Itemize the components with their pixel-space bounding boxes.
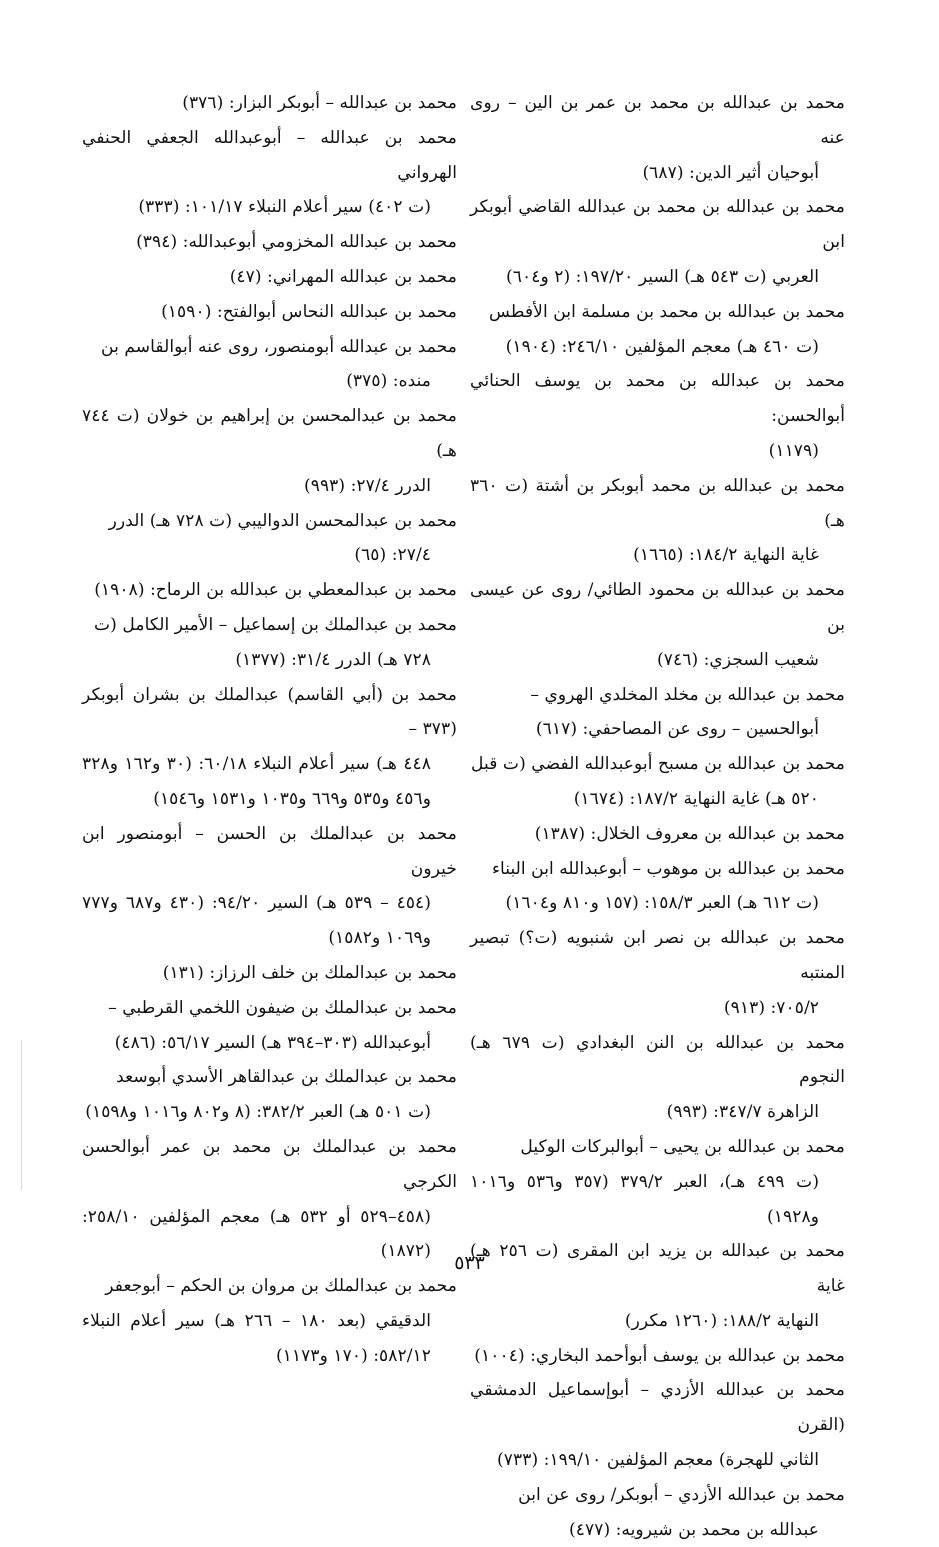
entry-continuation: (٤٥٨–٥٢٩ أو ٥٣٢ هـ) معجم المؤلفين ٢٥٨/١٠: (١٨٧٢) [82,1206,431,1262]
index-entry [82,225,457,260]
entry-continuation: (١١٧٩) [768,440,819,461]
index-entry [470,469,845,573]
index-entry [470,190,845,294]
index-entry [470,1130,845,1234]
entry-heading: محمد بن عبدالملك بن ضيفون اللخمي القرطبي – [108,997,457,1018]
entry-continuation: منده: (٣٧٥) [346,371,431,392]
entry-heading: محمد بن عبدالله أبومنصور، روى عنه أبوالقاسم بن [100,336,457,357]
index-entry [82,121,457,225]
entry-continuation: الدرر ٢٧/٤: (٩٩٣) [304,475,431,496]
left-column [82,86,457,1373]
index-entry [470,1373,845,1477]
entry-heading: محمد بن عبدالله بن موهوب – أبوعبدالله ابن البناء [491,858,845,879]
entry-continuation: ٧٢٨ هـ) الدرر ٣١/٤: (١٣٧٧) [235,649,431,670]
index-entry [470,364,845,468]
entry-heading: محمد بن عبدالملك بن محمد بن عمر أبوالحسن الكرجي [82,1136,457,1192]
index-entry [470,573,845,677]
entry-continuation: عبدالله بن محمد بن شيرويه: (٤٧٧) [569,1519,819,1540]
entry-heading: محمد بن عبدالمعطي بن عبدالله بن الرماح: (١٩٠٨) [94,580,457,601]
index-entry [82,817,457,956]
entry-heading: محمد بن عبدالملك بن مروان بن الحكم – أبوجعفر [105,1276,457,1297]
entry-heading: محمد بن عبدالله بن مسبح أبوعبدالله الفضي (ت قبل [471,754,845,775]
index-entry [470,1478,845,1547]
entry-heading: محمد بن عبدالله بن محمد بن عبدالله القاضي أبوبكر ابن [470,197,845,253]
index-entry [470,817,845,852]
entry-heading: محمد بن عبدالله بن النن البغدادي (ت ٦٧٩ هـ) النجوم [470,1032,845,1088]
index-entry [470,86,845,190]
index-entry [470,1339,845,1374]
entry-continuation: (ت ٥٠١ هـ) العبر ٣٨٢/٢: (٨ و٨٠٢ و١٠١٦ و١٥٩٨) [85,1102,431,1123]
index-entry [470,852,845,922]
entry-heading: محمد بن عبدالله بن محمد بن عمر بن الين – روى عنه [470,93,845,148]
entry-continuation: أبوالحسين – روى عن المصاحفي: (٦١٧) [535,719,819,740]
entry-continuation: (٤٥٤ – ٥٣٩ هـ) السير ٩٤/٢٠: (٤٣٠ و٦٨٧ و٧٧٧ و١٠٦٩ و١٥٨٢) [82,893,432,949]
index-entry [82,1130,457,1269]
entry-heading: محمد بن عبدالله بن يحيى – أبوالبركات الوكيل [520,1136,845,1157]
index-entry [470,747,845,817]
entry-heading: محمد بن عبدالله بن محمود الطائي/ روى عن عيسى بن [470,580,845,635]
entry-continuation: الزاهرة ٣٤٧/٧: (٩٩٣) [666,1102,819,1123]
entry-heading: محمد بن عبدالمحسن بن إبراهيم بن خولان (ت ٧٤٤ هـ) [82,406,457,461]
entry-heading: محمد بن عبدالله الأزدي – أبوبكر/ روى عن ابن [518,1484,845,1505]
index-entry [82,678,457,817]
entry-heading: محمد بن عبدالمحسن الدواليبي (ت ٧٢٨ هـ) الدرر [108,510,457,531]
entry-heading: محمد بن عبدالله بن مخلد المخلدي الهروي – [530,684,845,705]
entry-heading: محمد بن عبدالله الأزدي – أبوإسماعيل الدمشقي (القرن [470,1380,845,1436]
entry-heading: محمد بن عبدالملك بن الحسن – أبومنصور ابن خيرون [82,823,457,879]
entry-heading: محمد بن عبدالله بن محمد أبوبكر بن أشتة (ت ٣٦٠ هـ) [470,475,845,531]
entry-continuation: الثاني للهجرة) معجم المؤلفين ١٩٩/١٠: (٧٣٣) [497,1450,819,1471]
index-entry [82,991,457,1061]
index-entry [82,86,457,121]
entry-continuation: ٢٧/٤: (٦٥) [354,545,431,566]
scan-edge-mark [21,1040,22,1190]
index-entry [470,1234,845,1338]
entry-continuation: ٥٢٠ هـ) غاية النهاية ١٨٧/٢: (١٦٧٤) [573,788,819,809]
entry-heading: محمد بن عبدالله النحاس أبوالفتح: (١٥٩٠) [161,301,457,322]
index-entry [82,399,457,503]
entry-heading: محمد بن عبدالملك بن إسماعيل – الأمير الكامل (ت [94,614,457,635]
entry-continuation: أبوعبدالله (٣٠٣–٣٩٤ هـ) السير ٥٦/١٧: (٤٨٦) [114,1032,431,1053]
entry-continuation: النهاية ١٨٨/٢: (١٢٦٠ مكرر) [624,1310,819,1331]
entry-continuation: غاية النهاية ١٨٤/٢: (١٦٦٥) [633,545,819,566]
entry-heading: محمد بن عبدالله – أبوعبدالله الجعفي الحنفي الهرواني [82,127,457,183]
entry-heading: محمد بن عبدالله المخزومي أبوعبدالله: (٣٩٤) [136,232,457,253]
index-entry [82,260,457,295]
entry-heading: محمد بن عبدالله بن محمد بن مسلمة ابن الأفطس [488,301,845,322]
entry-continuation: العربي (ت ٥٤٣ هـ) السير ١٩٧/٢٠: (٢ و٦٠٤) [506,266,819,287]
entry-continuation: شعيب السجزي: (٧٤٦) [657,649,819,670]
right-column [470,86,845,1547]
index-entry [82,295,457,330]
index-entry [82,608,457,678]
index-entry [82,504,457,574]
entry-continuation: الدقيقي (بعد ١٨٠ – ٢٦٦ هـ) سير أعلام النبلاء ٥٨٢/١٢: (١٧٠ و١١٧٣) [82,1310,431,1366]
entry-heading: محمد بن عبدالله بن يوسف أبوأحمد البخاري: (١٠٠٤) [474,1345,845,1366]
entry-heading: محمد بن عبدالله المهراني: (٤٧) [229,266,457,287]
entry-heading: محمد بن عبدالله بن معروف الخلال: (١٣٨٧) [534,823,845,844]
entry-continuation: (ت ٤٠٢) سير أعلام النبلاء ١٠١/١٧: (٣٣٣) [138,197,431,218]
page-number: ٥٣٣ [454,1252,485,1274]
index-entry [82,330,457,400]
entry-continuation: (ت ٦١٢ هـ) العبر ١٥٨/٣: (١٥٧ و٨١٠ و١٦٠٤) [505,893,819,914]
index-entry [82,956,457,991]
index-entry [82,573,457,608]
entry-heading: محمد بن عبدالملك بن خلف الرزاز: (١٣١) [162,962,457,983]
entry-continuation: (ت ٤٦٠ هـ) معجم المؤلفين ٢٤٦/١٠: (١٩٠٤) [505,336,819,357]
entry-heading: محمد بن عبدالله بن يزيد ابن المقرى (ت ٢٥٦ هـ) غاية [470,1241,845,1297]
entry-heading: محمد بن عبدالله بن نصر ابن شنبويه (ت؟) تبصير المنتبه [470,928,845,983]
index-entry [470,678,845,748]
index-entry [470,1026,845,1130]
index-entry [82,1269,457,1373]
entry-continuation: أبوحيان أثير الدين: (٦٨٧) [642,162,819,183]
entry-heading: محمد بن (أبي القاسم) عبدالملك بن بشران أبوبكر (٣٧٣ – [82,684,457,740]
index-entry [82,1060,457,1130]
entry-heading: محمد بن عبدالملك بن عبدالقاهر الأسدي أبوسعد [116,1067,457,1088]
entry-continuation: ٤٤٨ هـ) سير أعلام النبلاء ٦٠/١٨: (٣٠ و١٦٢ و٣٢٨ و٤٥٦ و٥٣٥ و٦٦٩ و١٠٣٥ و١٥٣١ و١٥٤٦) [82,754,432,809]
entry-continuation: ٧٠٥/٢: (٩١٣) [723,997,819,1018]
entry-heading: محمد بن عبدالله بن محمد بن يوسف الحنائي أبوالحسن: [470,371,845,427]
entry-heading: محمد بن عبدالله – أبوبكر البزار: (٣٧٦) [182,93,457,113]
entry-continuation: (ت ٤٩٩ هـ)، العبر ٣٧٩/٢ (٣٥٧ و٥٣٦ و١٠١٦ و١٩٢٨) [470,1171,820,1227]
index-entry [470,921,845,1025]
index-entry [470,295,845,365]
